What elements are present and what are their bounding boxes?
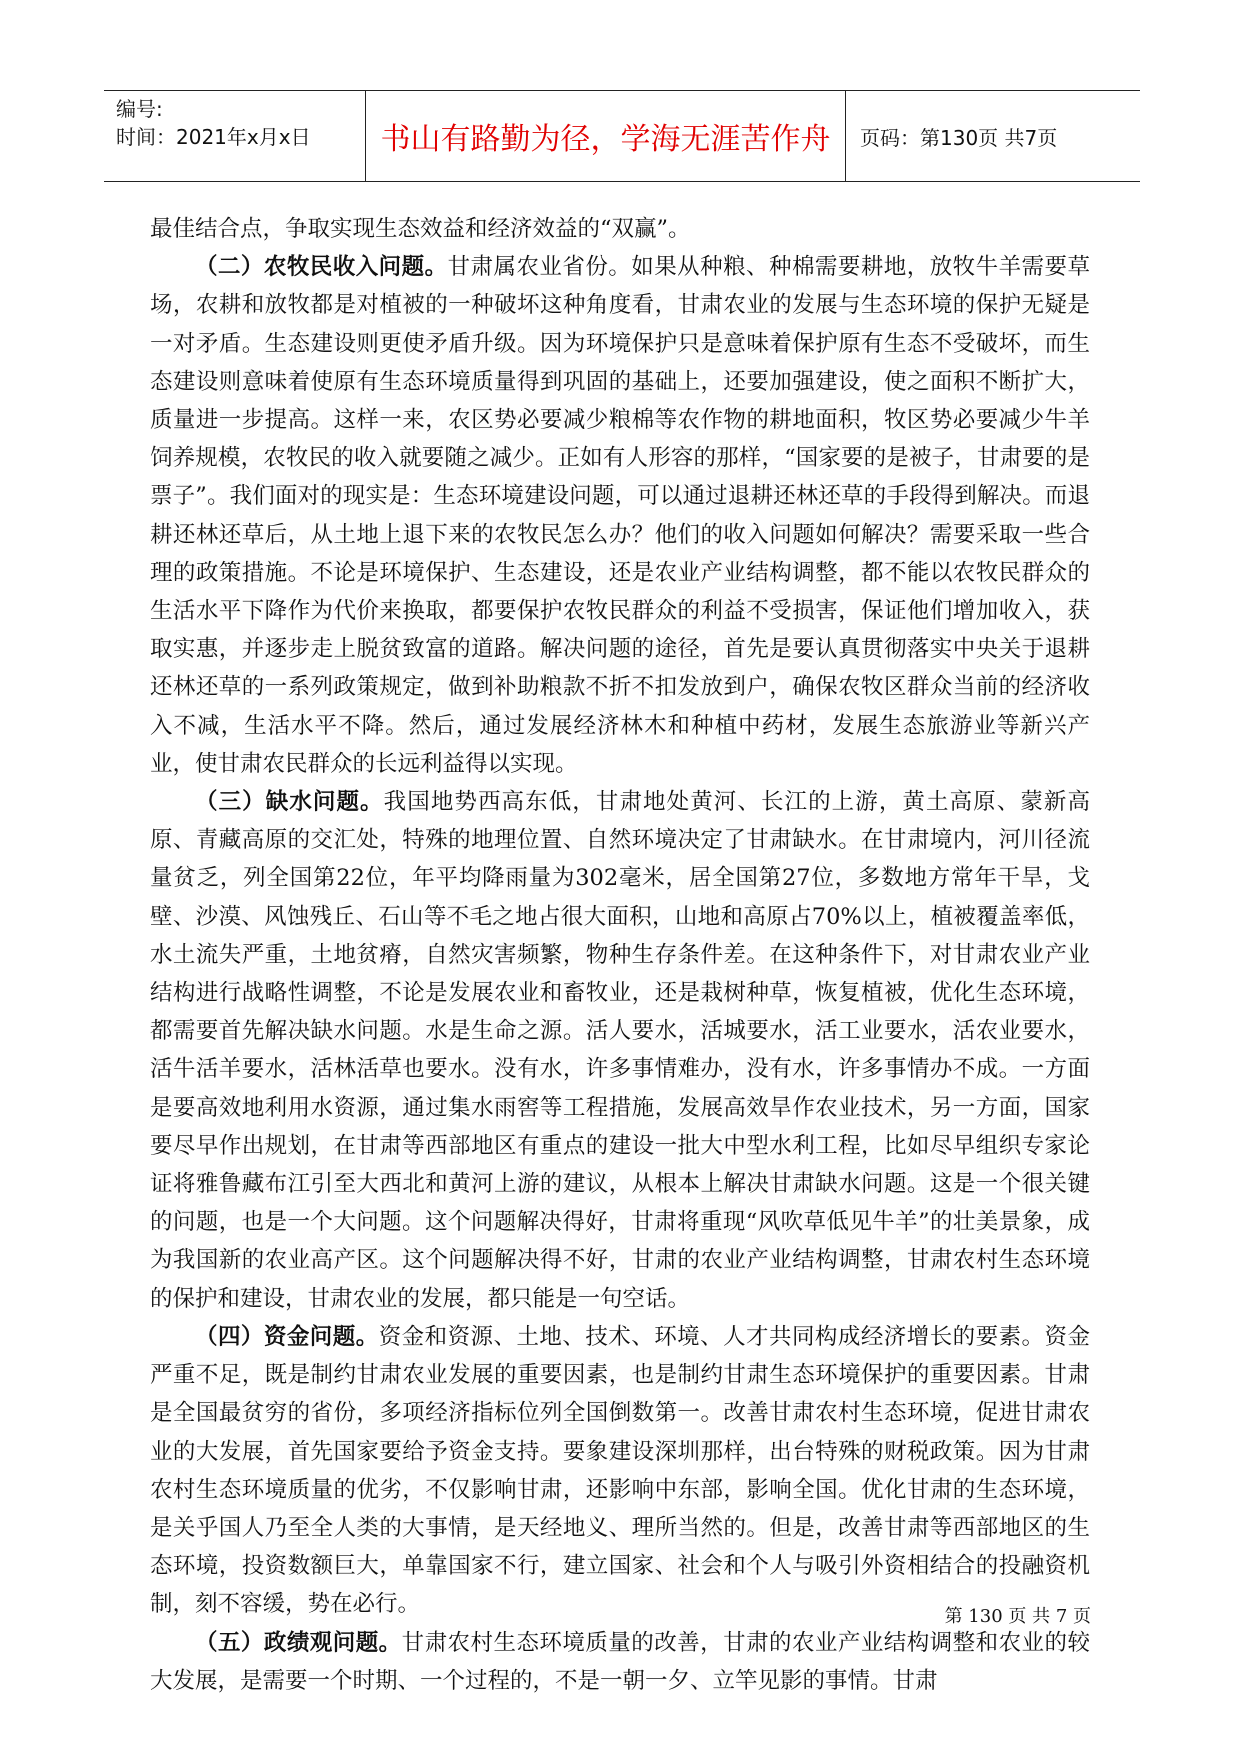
page-footer: 第 130 页 共 7 页 (944, 1606, 1091, 1627)
paragraph-1 (150, 248, 1090, 783)
document-number-label: 编号: (116, 97, 163, 121)
header-page-code: 页码：第130页 共7页 (860, 125, 1058, 150)
page-header (104, 90, 1140, 182)
paragraph-0 (150, 210, 1090, 248)
paragraph-4 (150, 1624, 1090, 1700)
document-time-label: 时间：2021年x月x日 (116, 125, 311, 149)
paragraph-text: 最佳结合点，争取实现生态效益和经济效益的“双赢”。 (150, 216, 691, 242)
paragraph-2 (150, 783, 1090, 1318)
paragraph-text: 甘肃属农业省份。如果从种粮、种棉需要耕地，放牧牛羊需要草场，农耕和放牧都是对植被的一种破坏这种角度看，甘肃农业的发展与生态环境的保护无疑是一对矛盾。生态建设则更使矛盾升级。因为环境保护只是意味着保护原有生态不受破坏，而生态建设则意味着使原有生态环境质量得到巩固的基础上，还要加强建设，使之面积不断扩大，质量进一步提高。这样一来，农区势必要减少粮棉等农作物的耕地面积，牧区势必要减少牛羊饲养规模，农牧民的收入就要随之减少。正如有人形容的那样，“国家要的是被子，甘肃要的是票子”。我们面对的现实是：生态环境建设问题，可以通过退耕还林还草的手段得到解决。而退耕还林还草后，从土地上退下来的农牧民怎么办？他们的收入问题如何解决？需要采取一些合理的政策措施。不论是环境保护、生态建设，还是农业产业结构调整，都不能以农牧民群众的生活水平下降作为代价来换取，都要保护农牧民群众的利益不受损害，保证他们增加收入，获取实惠，并逐步走上脱贫致富的道路。解决问题的途径，首先是要认真贯彻落实中央关于退耕还林还草的一系列政策规定，做到补助粮款不折不扣发放到户，确保农牧区群众当前的经济收入不减，生活水平不降。然后，通过发展经济林木和种植中药材，发展生态旅游业等新兴产业，使甘肃农民群众的长远利益得以实现。 (150, 254, 1090, 777)
document-body (150, 210, 1090, 1700)
paragraph-heading: （三）缺水问题。 (195, 789, 384, 816)
paragraph-heading: （五）政绩观问题。 (195, 1629, 402, 1656)
paragraph-text: 我国地势西高东低，甘肃地处黄河、长江的上游，黄土高原、蒙新高原、青藏高原的交汇处，特殊的地理位置、自然环境决定了甘肃缺水。在甘肃境内，河川径流量贫乏，列全国第22位，年平均降雨量为302毫米，居全国第27位，多数地方常年干旱，戈壁、沙漠、风蚀残丘、石山等不毛之地占很大面积，山地和高原占70%以上，植被覆盖率低，水土流失严重，土地贫瘠，自然灾害频繁，物种生存条件差。在这种条件下，对甘肃农业产业结构进行战略性调整，不论是发展农业和畜牧业，还是栽树种草，恢复植被，优化生态环境，都需要首先解决缺水问题。水是生命之源。活人要水，活城要水，活工业要水，活农业要水，活牛活羊要水，活林活草也要水。没有水，许多事情难办，没有水，许多事情办不成。一方面是要高效地利用水资源，通过集水雨窖等工程措施，发展高效旱作农业技术，另一方面，国家要尽早作出规划，在甘肃等西部地区有重点的建设一批大中型水利工程，比如尽早组织专家论证将雅鲁藏布江引至大西北和黄河上游的建议，从根本上解决甘肃缺水问题。这是一个很关键的问题，也是一个大问题。这个问题解决得好，甘肃将重现“风吹草低见牛羊”的壮美景象，成为我国新的农业高产区。这个问题解决得不好，甘肃的农业产业结构调整，甘肃农村生态环境的保护和建设，甘肃农业的发展，都只能是一句空话。 (150, 789, 1090, 1312)
header-motto: 书山有路勤为径，学海无涯苦作舟 (380, 122, 831, 157)
header-motto-cell (366, 91, 846, 181)
paragraph-3 (150, 1318, 1090, 1624)
header-right-cell (846, 91, 1140, 181)
header-left-cell (104, 91, 366, 181)
paragraph-text: 资金和资源、土地、技术、环境、人才共同构成经济增长的要素。资金严重不足，既是制约甘肃农业发展的重要因素，也是制约甘肃生态环境保护的重要因素。甘肃是全国最贫穷的省份，多项经济指标位列全国倒数第一。改善甘肃农村生态环境，促进甘肃农业的大发展，首先国家要给予资金支持。要象建设深圳那样，出台特殊的财税政策。因为甘肃农村生态环境质量的优劣，不仅影响甘肃，还影响中东部，影响全国。优化甘肃的生态环境，是关乎国人乃至全人类的大事情，是天经地义、理所当然的。但是，改善甘肃等西部地区的生态环境，投资数额巨大，单靠国家不行，建立国家、社会和个人与吸引外资相结合的投融资机制，刻不容缓，势在必行。 (150, 1323, 1090, 1618)
paragraph-heading: （二）农牧民收入问题。 (195, 254, 448, 281)
paragraph-heading: （四）资金问题。 (195, 1323, 379, 1350)
paragraph-text: 甘肃农村生态环境质量的改善，甘肃的农业产业结构调整和农业的较大发展，是需要一个时期、一个过程的，不是一朝一夕、立竿见影的事情。甘肃 (150, 1629, 1090, 1694)
